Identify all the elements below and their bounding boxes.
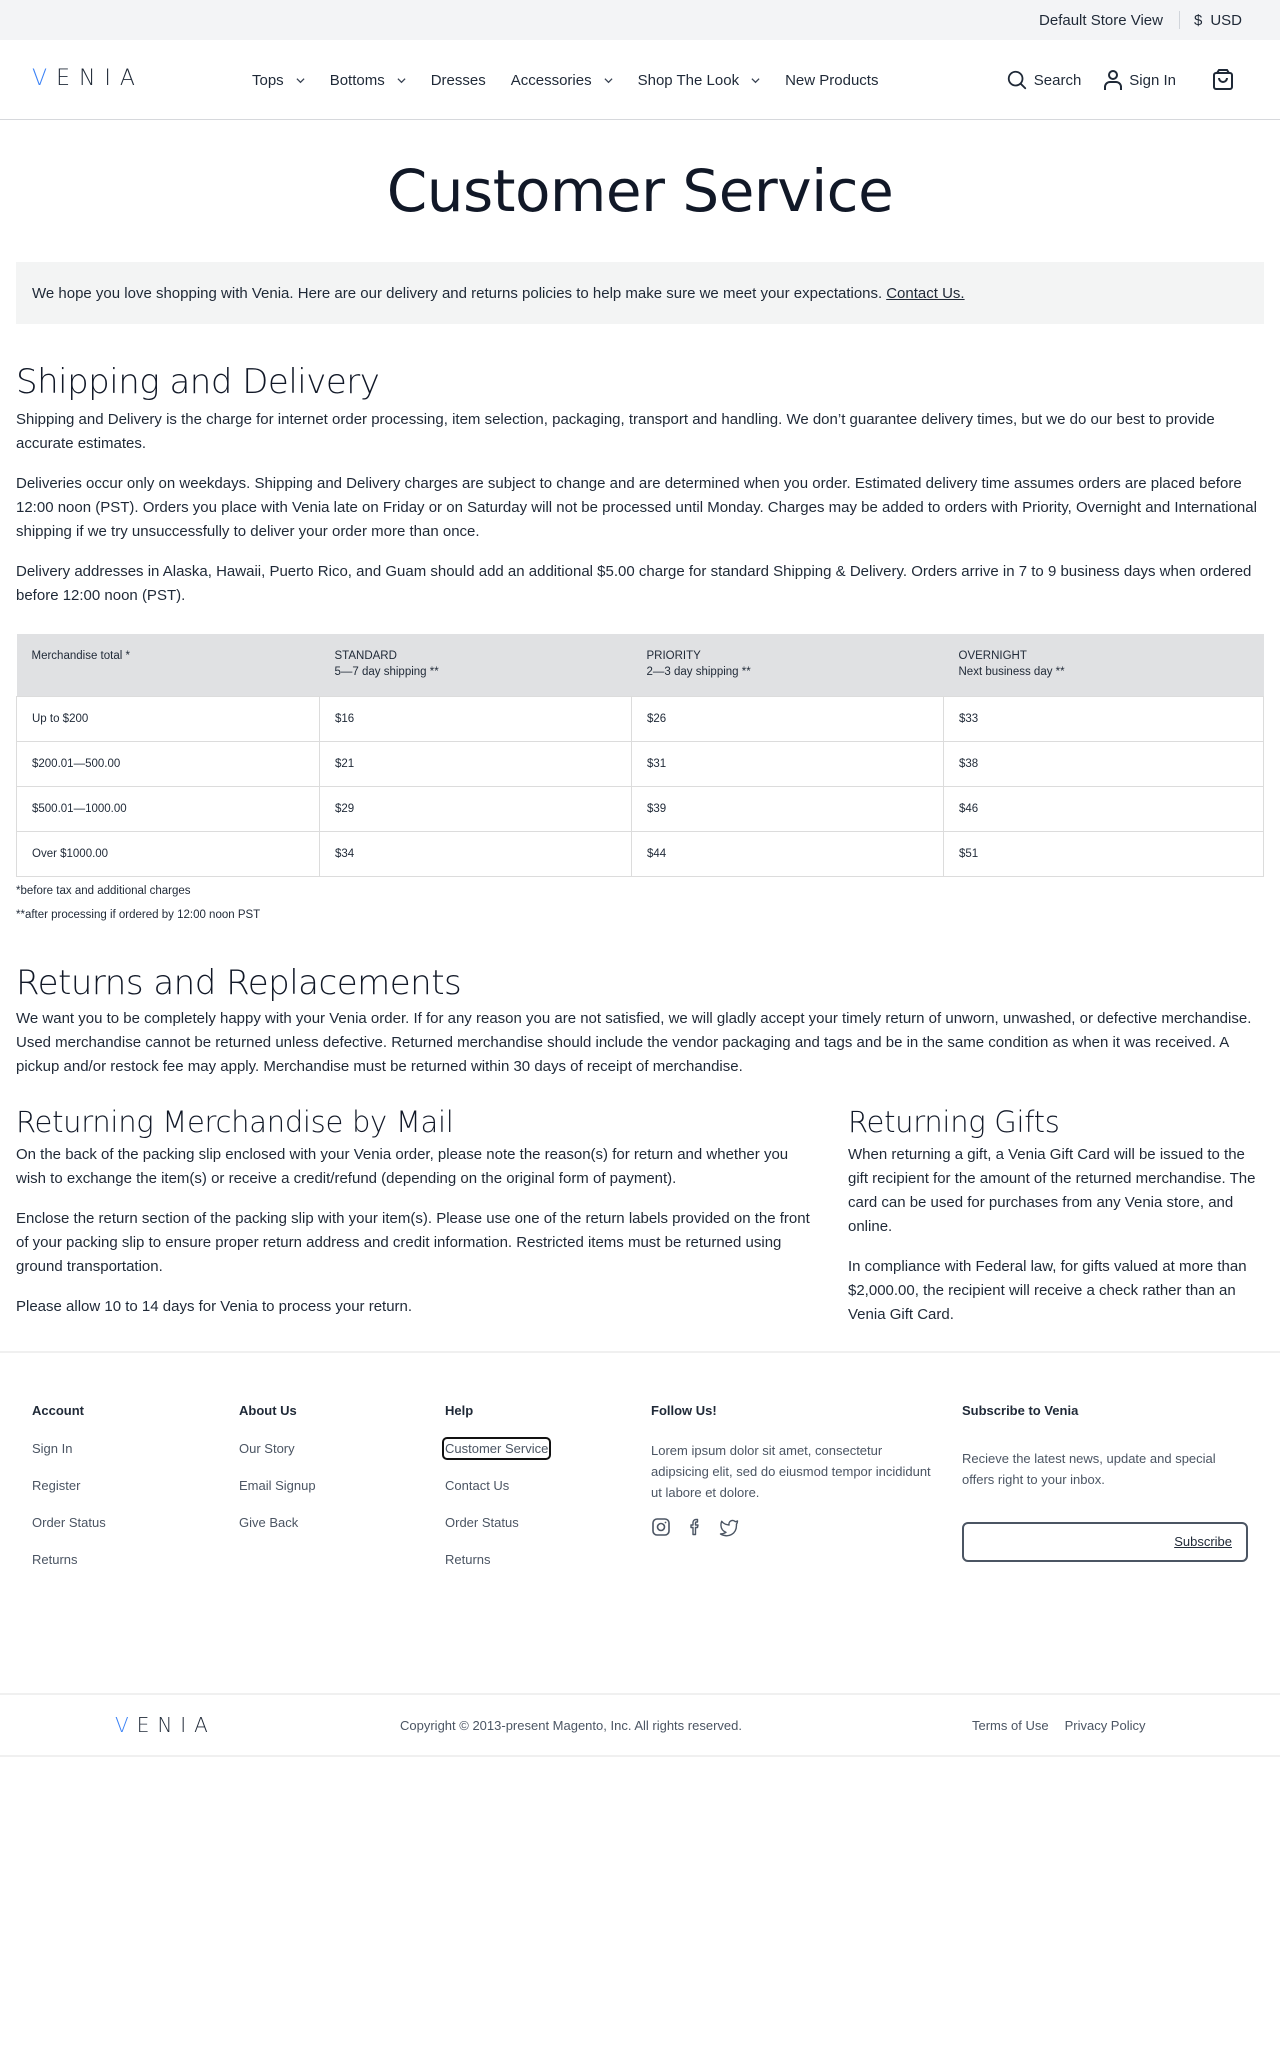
terms-of-use-link[interactable]: Terms of Use <box>972 1718 1049 1733</box>
sign-in-label: Sign In <box>1129 71 1176 89</box>
returns-title: Returns and Replacements <box>16 962 462 1003</box>
gifts-paragraph: In compliance with Federal law, for gifts valued at more than $2,000.00, the recipient will receive a check rather than an Venia Gift Card. <box>848 1257 1247 1323</box>
col-priority <box>632 634 944 696</box>
shipping-title: Shipping and Delivery <box>16 362 380 402</box>
footer-help-column <box>445 1403 548 1588</box>
sign-in-button[interactable] <box>1103 69 1176 91</box>
footer-link-contact-us[interactable]: Contact Us <box>445 1477 510 1493</box>
site-footer <box>0 1353 1280 1653</box>
returns-paragraph: We want you to be completely happy with your Venia order. If for any reason you are not satisfied, we will gladly accept your timely return of unworn, unwashed, or defective merchandise. Used merchandise cannot be returned unless defective. Returned merchandise should include the vendor packaging and tags and be in the same condition as when it was received. A pickup and/or restock fee may apply. Merchandise must be returned within 30 days of receipt of merchandise. <box>16 1009 1252 1075</box>
footer-follow-column <box>651 1403 941 1542</box>
table-cell: $51 <box>944 831 1264 876</box>
footer-bottom-bar <box>0 1693 1280 1757</box>
table-cell: $26 <box>632 696 944 741</box>
footer-link-customer-service[interactable]: Customer Service <box>445 1440 549 1456</box>
twitter-link[interactable] <box>719 1517 739 1542</box>
nav-item-dresses[interactable] <box>431 72 486 89</box>
nav-label: Shop The Look <box>637 71 740 89</box>
table-cell: $500.01—1000.00 <box>17 786 320 831</box>
logo-accent-letter: V <box>32 66 57 91</box>
header-line: Merchandise total * <box>31 650 130 662</box>
table-cell: $34 <box>320 831 632 876</box>
nav-label: Dresses <box>430 71 486 89</box>
footer-venia-logo[interactable] <box>115 1713 216 1737</box>
footer-link-email-signup[interactable]: Email Signup <box>239 1477 316 1493</box>
table-cell: $200.01—500.00 <box>17 741 320 786</box>
footer-link-register[interactable]: Register <box>32 1477 81 1493</box>
table-cell: $39 <box>632 786 944 831</box>
twitter-icon <box>719 1517 739 1537</box>
follow-text: Lorem ipsum dolor sit amet, consectetur adipsicing elit, sed do eiusmod tempor incididunt ut labore et dolore. <box>651 1442 931 1500</box>
shipping-paragraph: Deliveries occur only on weekdays. Shipping and Delivery charges are subject to change and are determined when you order. Estimated delivery time assumes orders are placed before 12:00 noon (PST). Orders you place with Venia late on Friday or on Saturday will not be processed until Monday. Charges may be added to orders with Priority, Overnight and International shipping if we try unsuccessfully to deliver your order more than once. <box>16 475 1257 540</box>
shipping-paragraph: Delivery addresses in Alaska, Hawaii, Puerto Rico, and Guam should add an additional $5.00 charge for standard Shipping & Delivery. Orders arrive in 7 to 9 business days when ordered before 12:00 noon (PST). <box>16 563 1252 604</box>
nav-item-new-products[interactable] <box>785 72 878 89</box>
footer-link-returns[interactable]: Returns <box>445 1551 491 1567</box>
footer-heading: Subscribe to Venia <box>962 1402 1079 1418</box>
by-mail-paragraph: On the back of the packing slip enclosed with your Venia order, please note the reason(s) for return and whether you wish to exchange the item(s) or receive a credit/refund (depending on the original form of payment). <box>16 1145 789 1187</box>
currency-symbol: $ <box>1193 11 1203 29</box>
returning-gifts <box>848 1105 1264 1343</box>
logo-text: ENIA <box>136 1713 216 1737</box>
search-button[interactable] <box>1006 69 1082 91</box>
chevron-down-icon <box>397 76 406 85</box>
table-cell: $46 <box>944 786 1264 831</box>
nav-item-shop-the-look[interactable] <box>638 72 760 89</box>
nav-label: Accessories <box>510 71 592 89</box>
top-strip <box>0 0 1280 40</box>
table-cell: Up to $200 <box>17 696 320 741</box>
by-mail-paragraph: Please allow 10 to 14 days for Venia to process your return. <box>16 1297 413 1315</box>
nav-label: Bottoms <box>329 71 385 89</box>
by-mail-title: Returning Merchandise by Mail <box>16 1104 454 1139</box>
footnote: **after processing if ordered by 12:00 noon PST <box>16 908 261 921</box>
logo-text: ENIA <box>56 66 144 91</box>
footer-link-returns[interactable]: Returns <box>32 1551 78 1567</box>
col-standard <box>320 634 632 696</box>
chevron-down-icon <box>296 76 305 85</box>
table-row <box>17 786 1264 831</box>
intro-banner <box>16 262 1264 324</box>
table-cell: $38 <box>944 741 1264 786</box>
facebook-link[interactable] <box>685 1517 705 1542</box>
footer-link-give-back[interactable]: Give Back <box>239 1514 299 1530</box>
footer-link-order-status[interactable]: Order Status <box>445 1514 519 1530</box>
store-switcher[interactable]: Default Store View <box>1039 11 1163 29</box>
footer-heading: About Us <box>239 1402 297 1418</box>
main-content <box>0 362 1280 1343</box>
chevron-down-icon <box>604 76 613 85</box>
shipping-paragraph: Shipping and Delivery is the charge for internet order processing, item selection, packaging, transport and handling. We don’t guarantee delivery times, but we do our best to provide accurate estimates. <box>16 411 1215 452</box>
subscribe-form <box>962 1522 1248 1562</box>
subscribe-text: Recieve the latest news, update and special offers right to your inbox. <box>962 1450 1216 1487</box>
venia-logo[interactable] <box>32 66 144 91</box>
header-line: PRIORITY <box>646 650 701 662</box>
footer-link-our-story[interactable]: Our Story <box>239 1440 295 1456</box>
col-overnight <box>944 634 1264 696</box>
copyright-text: Copyright © 2013-present Magento, Inc. All rights reserved. <box>400 1718 742 1733</box>
search-icon <box>1006 69 1028 91</box>
header-subline: Next business day ** <box>958 666 1065 678</box>
table-cell: $44 <box>632 831 944 876</box>
col-merchandise-total <box>17 634 320 696</box>
contact-us-link[interactable]: Contact Us. <box>886 284 965 302</box>
returns-columns <box>16 1105 1264 1343</box>
cart-button[interactable] <box>1212 69 1240 91</box>
subscribe-email-input[interactable] <box>974 1524 1174 1560</box>
footer-account-column <box>32 1403 106 1588</box>
footer-heading: Follow Us! <box>651 1402 717 1418</box>
table-cell: Over $1000.00 <box>17 831 320 876</box>
header-subline: 2—3 day shipping ** <box>646 666 751 678</box>
table-cell: $16 <box>320 696 632 741</box>
divider <box>1179 11 1180 29</box>
by-mail-paragraph: Enclose the return section of the packing slip with your item(s). Please use one of the return labels provided on the front of your packing slip to ensure proper return address and credit information. Restricted items must be returned using ground transportation. <box>16 1209 810 1275</box>
nav-label: Tops <box>252 71 284 89</box>
currency-code: USD <box>1210 11 1242 29</box>
header-actions <box>1006 40 1240 120</box>
main-nav <box>252 40 903 120</box>
footer-subscribe-column <box>962 1403 1248 1562</box>
site-header <box>0 40 1280 120</box>
footnote: *before tax and additional charges <box>16 884 191 897</box>
nav-item-accessories[interactable] <box>511 72 613 89</box>
table-cell: $33 <box>944 696 1264 741</box>
table-row <box>17 741 1264 786</box>
page-title: Customer Service <box>386 157 894 225</box>
instagram-icon <box>651 1517 671 1537</box>
header-line: OVERNIGHT <box>958 650 1027 662</box>
logo-accent-letter: V <box>115 1713 137 1737</box>
gifts-paragraph: When returning a gift, a Venia Gift Card will be issued to the gift recipient for the amount of the returned merchandise. The card can be used for purchases from any Venia store, and online. <box>848 1145 1256 1235</box>
social-links <box>651 1517 941 1542</box>
header-subline: 5—7 day shipping ** <box>334 666 439 678</box>
table-cell: $29 <box>320 786 632 831</box>
chevron-down-icon <box>751 76 760 85</box>
legal-links <box>972 1718 1146 1733</box>
subscribe-button[interactable]: Subscribe <box>1174 1534 1232 1549</box>
table-footnotes <box>16 879 1264 927</box>
header-line: STANDARD <box>334 650 397 662</box>
facebook-icon <box>685 1517 705 1537</box>
nav-item-bottoms[interactable] <box>330 72 406 89</box>
returning-by-mail <box>16 1105 816 1343</box>
footer-heading: Account <box>32 1402 84 1418</box>
intro-text: We hope you love shopping with Venia. Here are our delivery and returns policies to help make sure we meet your expectations. <box>32 284 883 302</box>
shopping-bag-icon <box>1212 69 1234 91</box>
shipping-rates-table <box>16 634 1264 877</box>
nav-label: New Products <box>785 71 879 89</box>
footer-heading: Help <box>445 1402 474 1418</box>
search-label: Search <box>1033 71 1082 89</box>
table-cell: $21 <box>320 741 632 786</box>
footer-link-order-status[interactable]: Order Status <box>32 1514 106 1530</box>
footer-about-column <box>239 1403 316 1551</box>
privacy-policy-link[interactable]: Privacy Policy <box>1064 1718 1146 1733</box>
table-cell: $31 <box>632 741 944 786</box>
nav-item-tops[interactable] <box>252 72 305 89</box>
footer-link-sign-in[interactable]: Sign In <box>32 1440 73 1456</box>
gifts-title: Returning Gifts <box>848 1104 1060 1139</box>
instagram-link[interactable] <box>651 1517 671 1542</box>
table-row <box>17 831 1264 876</box>
user-icon <box>1103 69 1123 91</box>
table-header-row <box>17 634 1264 696</box>
currency-switcher[interactable] <box>1194 12 1242 29</box>
table-row <box>17 696 1264 741</box>
